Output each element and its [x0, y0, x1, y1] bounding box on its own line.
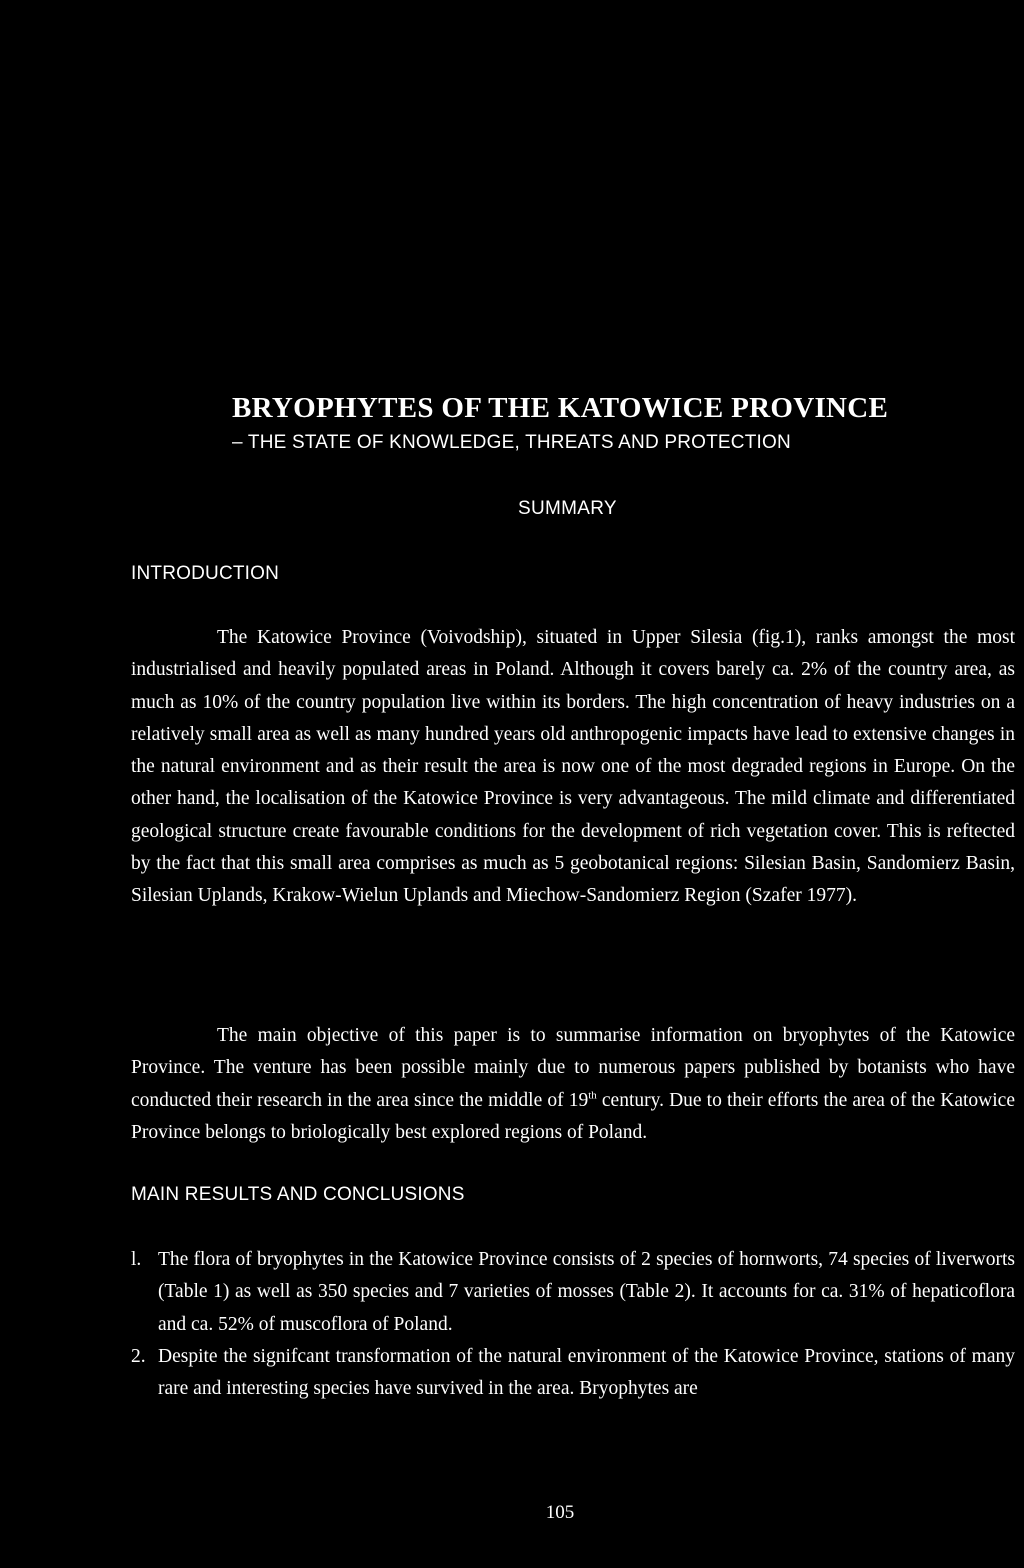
list-item: [131, 1341, 1015, 1406]
list-item: [131, 1244, 1015, 1341]
list-item-text: Despite the signifcant transformation of the natural environment of the Katowice Province, stations of many rare and interesting species have survived in the area. Bryophytes are: [158, 1345, 1015, 1400]
introduction-paragraph-2: [131, 1020, 1015, 1149]
superscript-th: th: [588, 1089, 597, 1102]
results-heading: MAIN RESULTS AND CONCLUSIONS: [131, 1184, 465, 1205]
page-number: 105: [545, 1502, 575, 1523]
list-item-text: The flora of bryophytes in the Katowice Province consists of 2 species of hornworts, 74 species of liverworts (Table 1) as well as 350 species and 7 varieties of mosses (Table 2). It accounts for ca. 31% of hepaticoflora and ca. 52% of muscoflora of Poland.: [158, 1249, 1015, 1335]
paragraph-text-end: century. Due to their efforts the area of the Katowice Province belongs to briologically best explored regions of Poland.: [131, 1089, 1015, 1143]
summary-heading: SUMMARY: [518, 498, 617, 519]
list-item-number: l.: [131, 1249, 142, 1270]
introduction-heading: INTRODUCTION: [131, 563, 280, 584]
paper-title: BRYOPHYTES OF THE KATOWICE PROVINCE: [232, 392, 889, 424]
results-list: [131, 1244, 1015, 1405]
paper-subtitle: – THE STATE OF KNOWLEDGE, THREATS AND PROTECTION: [232, 432, 791, 453]
list-item-number: 2.: [131, 1345, 146, 1367]
introduction-paragraph-1: [131, 622, 1015, 913]
paragraph-text-start: The main objective of this paper is to summarise information on bryophytes of the Katowice Province. The venture has been possible mainly due to numerous papers published by botanists who have conducted their research in the area since the middle of 19: [131, 1025, 1015, 1111]
paragraph-text: The Katowice Province (Voivodship), situated in Upper Silesia (fig.1), ranks amongst the most industrialised and heavily populated areas in Poland. Although it covers barely ca. 2% of the country area, as much as 10% of the country population live within its borders. The high concentration of heavy industries on a relatively small area as well as many hundred years old anthropogenic impacts have lead to extensive changes in the natural environment and as their result the area is now one of the most degraded regions in Europe. On the other hand, the localisation of the Katowice Province is very advantageous. The mild climate and differentiated geological structure create favourable conditions for the development of rich vegetation cover. This is reftected by the fact that this small area comprises as much as 5 geobotanical regions: Silesian Basin, Sandomierz Basin, Silesian Uplands, Krakow-Wielun Uplands and Miechow-Sandomierz Region (Szafer 1977).: [131, 627, 1015, 907]
